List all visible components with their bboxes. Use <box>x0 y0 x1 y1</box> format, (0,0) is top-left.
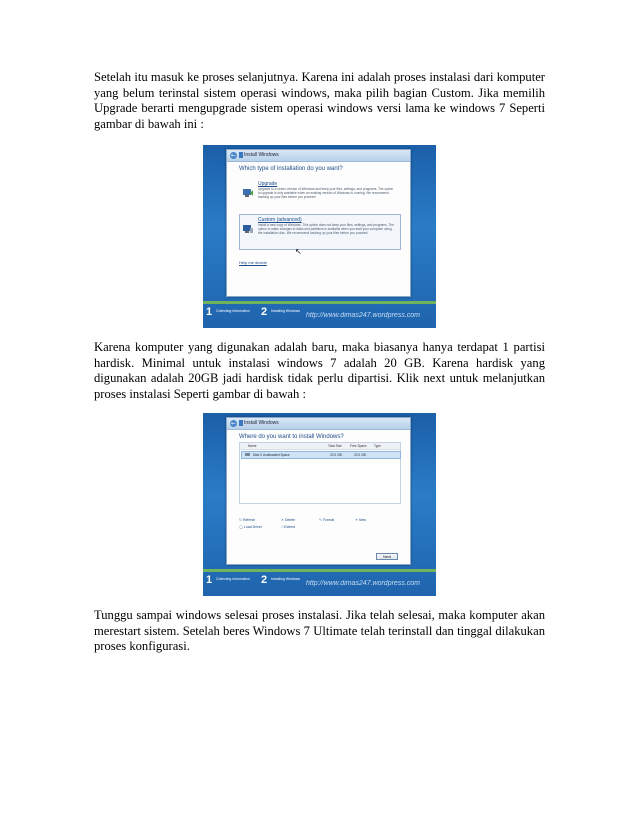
refresh-label: Refresh <box>242 518 256 522</box>
load-driver-link[interactable] <box>239 525 262 529</box>
extend-icon: □ <box>281 525 284 529</box>
disk-total: 20.0 GB <box>330 453 342 457</box>
mouse-pointer-icon: ↖ <box>295 247 302 256</box>
refresh-link[interactable] <box>239 518 255 522</box>
step-number: 1 <box>206 306 213 318</box>
install-dialog <box>226 149 411 297</box>
format-link[interactable] <box>319 518 334 522</box>
back-arrow-icon[interactable]: ← <box>230 420 237 427</box>
screenshot-install-location <box>203 413 436 596</box>
custom-install-icon <box>242 223 254 235</box>
upgrade-description: Upgrade to a newer version of Windows and keep your files, settings, and programs. The option to upgrade is only available when an existing version of Windows is running. We recommend backing up your files before you proceed. <box>258 187 394 200</box>
step-label: Installing Windows <box>271 577 300 581</box>
progress-line <box>203 301 436 304</box>
dialog-heading: Which type of installation do you want? <box>239 166 343 172</box>
dialog-title: Install Windows <box>244 152 279 158</box>
step-label: Collecting information <box>216 577 250 581</box>
column-total-size: Total Size <box>328 444 342 448</box>
next-button[interactable]: Next <box>376 553 398 560</box>
delete-link[interactable] <box>281 518 295 522</box>
setup-progress-bar <box>203 300 436 328</box>
back-arrow-icon[interactable]: ← <box>230 152 237 159</box>
table-row[interactable] <box>241 451 401 459</box>
column-free-space: Free Space <box>350 444 367 448</box>
dialog-title-bar <box>227 418 410 430</box>
load-driver-icon: ◯ <box>239 525 243 529</box>
custom-description: Install a new copy of Windows. This option does not keep your files, settings, and programs. The option to make changes to disks and partitions is available when you start your computer using the installation disc. We recommend backing up your files before you proceed. <box>258 223 394 236</box>
column-type: Type <box>374 444 381 448</box>
custom-title: Custom (advanced) <box>258 217 302 223</box>
windows-logo-icon <box>239 152 243 158</box>
progress-line <box>203 569 436 572</box>
paragraph-intro: Setelah itu masuk ke proses selanjutnya. Karena ini adalah proses instalasi dari komputer yang belum terinstal sistem operasi windows, maka pilih bagian Custom. Jika memilih Upgrade berarti mengupgrade sistem operasi windows versi lama ke windows 7 Seperti gambar di bawah ini : <box>94 70 545 131</box>
disk-free: 20.0 GB <box>354 453 366 457</box>
partition-table <box>239 442 401 504</box>
new-label: New <box>358 518 366 522</box>
watermark: http://www.dimas247.wordpress.com <box>306 312 420 319</box>
screenshot-installation-type <box>203 145 436 328</box>
watermark: http://www.dimas247.wordpress.com <box>306 580 420 587</box>
custom-option[interactable] <box>239 214 401 250</box>
upgrade-option[interactable] <box>239 178 401 214</box>
disk-icon <box>245 453 250 456</box>
dialog-heading: Where do you want to install Windows? <box>239 434 344 440</box>
help-me-decide-link[interactable]: Help me decide <box>239 260 267 265</box>
extend-label: Extend <box>284 525 296 529</box>
install-dialog <box>226 417 411 565</box>
setup-progress-bar <box>203 568 436 596</box>
paragraph-partition: Karena komputer yang digunakan adalah baru, maka biasanya hanya terdapat 1 partisi hardisk. Minimal untuk instalasi windows 7 adalah 20 GB. Karena hardisk yang digunakan adalah 20GB jadi hardisk tidak perlu dipartisi. Klik next untuk melanjutkan proses instalasi Seperti gambar di bawah : <box>94 340 545 401</box>
new-link[interactable] <box>355 518 366 522</box>
new-icon: ✶ <box>355 518 358 522</box>
extend-link[interactable] <box>281 525 295 529</box>
paragraph-finish: Tunggu sampai windows selesai proses instalasi. Jika telah selesai, maka komputer akan merestart sistem. Setelah beres Windows 7 Ultimate telah terinstall dan tinggal dilakukan proses konfigurasi. <box>94 608 545 654</box>
step-label: Collecting information <box>216 309 250 313</box>
step-number: 2 <box>261 574 268 586</box>
dialog-title: Install Windows <box>244 420 279 426</box>
step-label: Installing Windows <box>271 309 300 313</box>
dialog-title-bar <box>227 150 410 162</box>
windows-logo-icon <box>239 420 243 426</box>
column-name: Name <box>248 444 257 448</box>
upgrade-icon <box>242 187 254 199</box>
table-header <box>240 443 400 450</box>
delete-icon: ✕ <box>281 518 284 522</box>
load-driver-label: Load Driver <box>243 525 263 529</box>
upgrade-title: Upgrade <box>258 181 278 187</box>
delete-label: Delete <box>284 518 296 522</box>
disk-name: Disk 0 Unallocated Space <box>253 453 290 457</box>
format-label: Format <box>322 518 335 522</box>
step-number: 1 <box>206 574 213 586</box>
format-icon: ✎ <box>319 518 322 522</box>
step-number: 2 <box>261 306 268 318</box>
refresh-icon: ↻ <box>239 518 242 522</box>
